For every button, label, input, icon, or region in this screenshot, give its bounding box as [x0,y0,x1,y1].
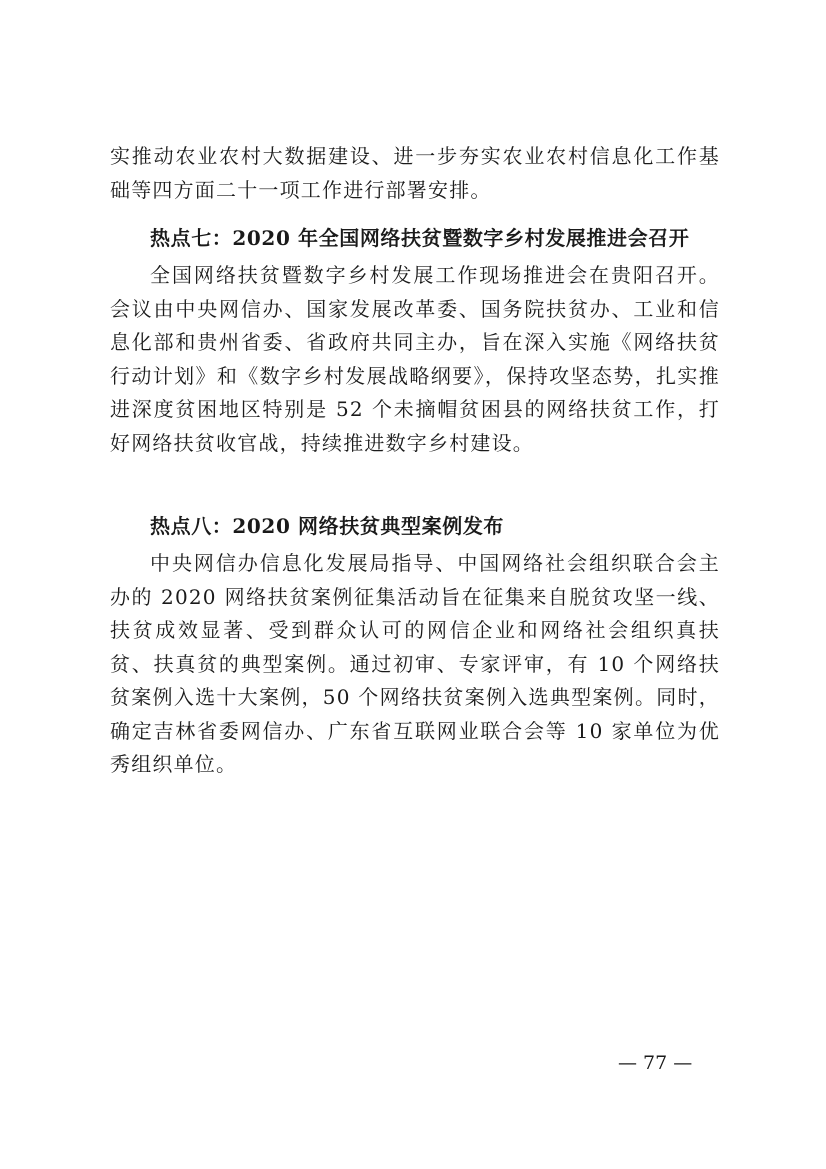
section-heading-7: 热点七：2020 年全国网络扶贫暨数字乡村发展推进会召开 [150,226,690,250]
section-heading-8: 热点八：2020 网络扶贫典型案例发布 [150,514,505,538]
page-number: — 77 — [618,1052,693,1074]
section-body-7: 全国网络扶贫暨数字乡村发展工作现场推进会在贵阳召开。会议由中央网信办、国家发展改革委、国务院扶贫办、工业和信息化部和贵州省委、省政府共同主办，旨在深入实施《网络扶贫行动计划》和《数字乡村发展战略纲要》，保持攻坚态势，扎实推进深度贫困地区特别是 52 个未摘帽贫困县的网络扶贫工作，打好网络扶贫收官战，持续推进数字乡村建设。 [110,263,720,455]
section-body-8: 中央网信办信息化发展局指导、中国网络社会组织联合会主办的 2020 网络扶贫案例征集活动旨在征集来自脱贫攻坚一线、扶贫成效显著、受到群众认可的网信企业和网络社会组织真扶贫、扶真贫的典型案例。通过初审、专家评审，有 10 个网络扶贫案例入选十大案例，50 个网络扶贫案例入选典型案例。同时，确定吉林省委网信办、广东省互联网业联合会等 10 家单位为优秀组织单位。 [110,551,720,776]
continuation-paragraph: 实推动农业农村大数据建设、进一步夯实农业农村信息化工作基础等四方面二十一项工作进行部署安排。 [110,144,720,202]
